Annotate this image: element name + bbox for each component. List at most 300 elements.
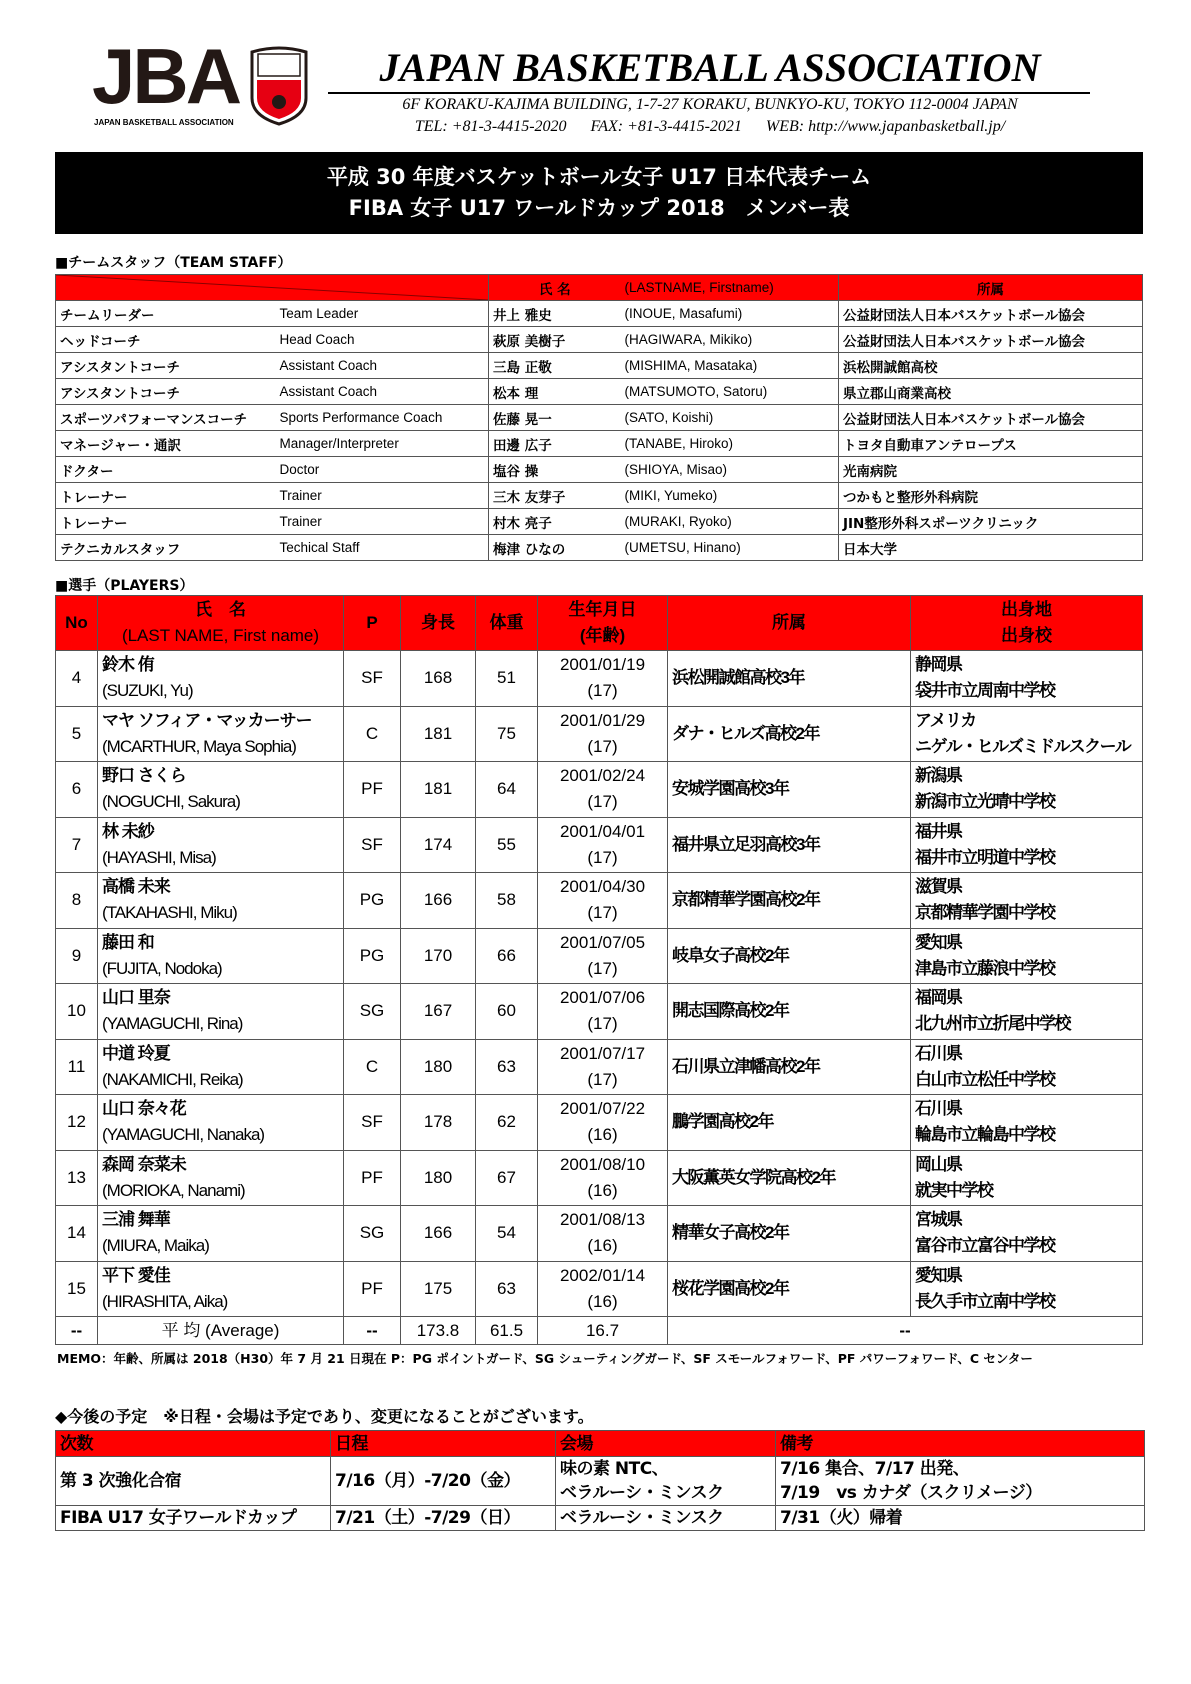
- player-school: ニゲル・ヒルズミドルスクール: [915, 736, 1131, 756]
- staff-heading: ■チームスタッフ（TEAM STAFF）: [55, 255, 292, 271]
- staff-row: [56, 457, 1143, 483]
- player-origin-cell: [911, 1150, 1143, 1206]
- player-origin-cell: [911, 873, 1143, 929]
- header-name-ja: 氏 名: [195, 600, 246, 619]
- player-dob-cell: [538, 873, 668, 929]
- player-dob-cell: [538, 1206, 668, 1262]
- player-name: 平下 愛佳: [102, 1265, 170, 1285]
- header-origin-school: 出身校: [1001, 626, 1052, 645]
- staff-role-ja: トレーナー: [56, 483, 276, 509]
- player-weight: 63: [476, 1039, 538, 1095]
- staff-affiliation: つかもと整形外科病院: [839, 483, 1143, 509]
- staff-affiliation: 公益財団法人日本バスケットボール協会: [839, 405, 1143, 431]
- venue-line: ベラルーシ・ミンスク: [560, 1508, 724, 1528]
- player-affiliation: 鵬学園高校2年: [668, 1095, 911, 1151]
- staff-affiliation: 浜松開誠館高校: [839, 353, 1143, 379]
- players-and-schedule: [55, 577, 1155, 1531]
- player-dob-cell: [538, 984, 668, 1040]
- player-row: [56, 873, 1143, 929]
- player-dob: 2001/07/05: [559, 932, 646, 952]
- header-position: P: [344, 596, 401, 651]
- player-affiliation: 開志国際高校2年: [668, 984, 911, 1040]
- player-name-cell: [98, 651, 344, 707]
- staff-affiliation: JIN整形外科スポーツクリニック: [839, 509, 1143, 535]
- player-origin-cell: [911, 984, 1143, 1040]
- header-affiliation: 所属: [668, 596, 911, 651]
- player-romaji: (NAKAMICHI, Reika): [102, 1069, 243, 1089]
- staff-row: [56, 483, 1143, 509]
- player-prefecture: 愛知県: [915, 932, 962, 952]
- staff-name: 松本 理: [489, 379, 621, 405]
- player-affiliation: 福井県立足羽高校3年: [668, 817, 911, 873]
- player-origin-cell: [911, 1206, 1143, 1262]
- player-romaji: (MIURA, Maika): [102, 1236, 209, 1256]
- player-row: [56, 1206, 1143, 1262]
- organization-name: JAPAN BASKETBALL ASSOCIATION: [379, 45, 1041, 90]
- player-prefecture: 滋賀県: [915, 877, 962, 897]
- player-name: 森岡 奈菜未: [102, 1154, 186, 1174]
- staff-role-en: Techical Staff: [276, 535, 489, 561]
- schedule-round: 第 3 次強化合宿: [56, 1457, 331, 1506]
- player-row: [56, 1261, 1143, 1317]
- player-weight: 55: [476, 817, 538, 873]
- staff-role-ja: スポーツパフォーマンスコーチ: [56, 405, 276, 431]
- player-romaji: (HIRASHITA, Aika): [102, 1291, 228, 1311]
- player-height: 174: [401, 817, 476, 873]
- players-header-row: [56, 596, 1143, 651]
- average-age: 16.7: [538, 1317, 668, 1345]
- player-name-cell: [98, 1095, 344, 1151]
- staff-row: [56, 535, 1143, 561]
- staff-romaji: (MURAKI, Ryoko): [621, 509, 839, 535]
- jba-logo: JBA: [92, 32, 240, 120]
- staff-romaji: (MATSUMOTO, Satoru): [621, 379, 839, 405]
- staff-row: [56, 509, 1143, 535]
- player-name: 山口 奈々花: [102, 1099, 186, 1119]
- player-number: 13: [56, 1150, 98, 1206]
- player-age: (17): [587, 1069, 618, 1089]
- player-name-cell: [98, 1039, 344, 1095]
- contact-info: [330, 117, 1090, 137]
- staff-affiliation: 公益財団法人日本バスケットボール協会: [839, 327, 1143, 353]
- title-line-2: FIBA 女子 U17 ワールドカップ 2018 メンバー表: [348, 196, 850, 220]
- player-origin-cell: [911, 817, 1143, 873]
- player-prefecture: 福井県: [915, 821, 962, 841]
- average-row: [56, 1317, 1143, 1345]
- player-name: 野口 さくら: [102, 766, 186, 786]
- player-number: 11: [56, 1039, 98, 1095]
- player-name: 林 未紗: [102, 821, 154, 841]
- staff-role-ja: チームリーダー: [56, 301, 276, 327]
- schedule-header-venue: 会場: [556, 1431, 776, 1457]
- player-school: 輪島市立輪島中学校: [915, 1125, 1055, 1145]
- player-school: 津島市立藤浪中学校: [915, 958, 1055, 978]
- player-romaji: (MCARTHUR, Maya Sophia): [102, 736, 296, 756]
- header-weight: 体重: [476, 596, 538, 651]
- staff-name: 村木 亮子: [489, 509, 621, 535]
- player-origin-cell: [911, 928, 1143, 984]
- average-weight: 61.5: [476, 1317, 538, 1345]
- header-dob: [538, 596, 668, 651]
- player-dob-cell: [538, 817, 668, 873]
- fax: FAX: +81-3-4415-2021: [590, 118, 742, 135]
- staff-role-ja: ドクター: [56, 457, 276, 483]
- player-row: [56, 706, 1143, 762]
- player-weight: 66: [476, 928, 538, 984]
- player-school: 袋井市立周南中学校: [915, 681, 1055, 701]
- staff-romaji: (TANABE, Hiroko): [621, 431, 839, 457]
- player-affiliation: 大阪薫英女学院高校2年: [668, 1150, 911, 1206]
- staff-row: [56, 327, 1143, 353]
- player-name: 高橋 未来: [102, 877, 170, 897]
- note-line: 7/31（火）帰着: [780, 1508, 903, 1528]
- player-prefecture: 新潟県: [915, 766, 962, 786]
- player-height: 167: [401, 984, 476, 1040]
- staff-role-en: Team Leader: [276, 301, 489, 327]
- player-affiliation: 京都精華学園高校2年: [668, 873, 911, 929]
- player-school: 福井市立明道中学校: [915, 847, 1055, 867]
- schedule-dates: 7/16（月）-7/20（金）: [331, 1457, 556, 1506]
- staff-name: 梅津 ひなの: [489, 535, 621, 561]
- player-row: [56, 1150, 1143, 1206]
- staff-role-en: Manager/Interpreter: [276, 431, 489, 457]
- player-position: SG: [344, 984, 401, 1040]
- player-affiliation: 岐阜女子高校2年: [668, 928, 911, 984]
- player-number: 6: [56, 762, 98, 818]
- player-dob: 2001/01/29: [559, 710, 646, 730]
- player-origin-cell: [911, 651, 1143, 707]
- player-number: 10: [56, 984, 98, 1040]
- player-affiliation: ダナ・ヒルズ高校2年: [668, 706, 911, 762]
- player-dob: 2001/07/17: [559, 1043, 646, 1063]
- staff-role-ja: ヘッドコーチ: [56, 327, 276, 353]
- venue-line: 味の素 NTC、: [560, 1459, 669, 1479]
- player-age: (17): [587, 847, 618, 867]
- schedule-header-dates: 日程: [331, 1431, 556, 1457]
- web-link[interactable]: WEB: http://www.japanbasketball.jp/: [765, 118, 1006, 135]
- staff-name: 三木 友芽子: [489, 483, 621, 509]
- player-position: PF: [344, 762, 401, 818]
- player-dob-cell: [538, 762, 668, 818]
- player-age: (16): [587, 1291, 618, 1311]
- staff-role-en: Trainer: [276, 483, 489, 509]
- jba-logo-subtitle: JAPAN BASKETBALL ASSOCIATION: [94, 118, 234, 127]
- schedule-header-row: [56, 1431, 1145, 1457]
- player-position: PG: [344, 873, 401, 929]
- player-school: 京都精華学園中学校: [915, 903, 1055, 923]
- player-romaji: (FUJITA, Nodoka): [102, 958, 222, 978]
- player-origin-cell: [911, 1261, 1143, 1317]
- player-row: [56, 984, 1143, 1040]
- player-height: 175: [401, 1261, 476, 1317]
- player-dob: 2001/08/13: [559, 1210, 646, 1230]
- average-no: --: [56, 1317, 98, 1345]
- player-row: [56, 651, 1143, 707]
- player-name-cell: [98, 1206, 344, 1262]
- player-number: 5: [56, 706, 98, 762]
- player-position: SF: [344, 651, 401, 707]
- player-dob: 2001/08/10: [559, 1154, 646, 1174]
- player-name-cell: [98, 817, 344, 873]
- title-banner: [55, 152, 1143, 234]
- staff-role-en: Assistant Coach: [276, 353, 489, 379]
- player-position: PF: [344, 1150, 401, 1206]
- player-prefecture: 石川県: [915, 1043, 962, 1063]
- player-position: SF: [344, 1095, 401, 1151]
- schedule-round: FIBA U17 女子ワールドカップ: [56, 1506, 331, 1531]
- average-pos: --: [344, 1317, 401, 1345]
- player-age: (17): [587, 681, 618, 701]
- player-number: 12: [56, 1095, 98, 1151]
- player-romaji: (YAMAGUCHI, Nanaka): [102, 1125, 265, 1145]
- header-name: [98, 596, 344, 651]
- staff-romaji: (MISHIMA, Masataka): [621, 353, 839, 379]
- player-weight: 63: [476, 1261, 538, 1317]
- player-school: 白山市立松任中学校: [915, 1069, 1055, 1089]
- staff-name: 萩原 美樹子: [489, 327, 621, 353]
- player-weight: 67: [476, 1150, 538, 1206]
- tel: TEL: +81-3-4415-2020: [414, 118, 567, 135]
- staff-affiliation: 公益財団法人日本バスケットボール協会: [839, 301, 1143, 327]
- schedule-notes: [776, 1506, 1145, 1531]
- staff-role-ja: マネージャー・通訳: [56, 431, 276, 457]
- player-name-cell: [98, 1261, 344, 1317]
- player-romaji: (TAKAHASHI, Miku): [102, 903, 237, 923]
- player-dob: 2001/04/30: [559, 877, 646, 897]
- player-age: (16): [587, 1125, 618, 1145]
- schedule-row: [56, 1457, 1145, 1506]
- player-school: 新潟市立光晴中学校: [915, 792, 1055, 812]
- player-dob-cell: [538, 651, 668, 707]
- players-table: [55, 595, 1143, 1345]
- staff-role-en: Sports Performance Coach: [276, 405, 489, 431]
- player-height: 180: [401, 1150, 476, 1206]
- staff-affiliation: 日本大学: [839, 535, 1143, 561]
- staff-row: [56, 431, 1143, 457]
- player-romaji: (HAYASHI, Misa): [102, 847, 216, 867]
- staff-row: [56, 301, 1143, 327]
- staff-name: 田邊 広子: [489, 431, 621, 457]
- staff-role-ja: アシスタントコーチ: [56, 379, 276, 405]
- note-line: 7/19 vs カナダ（スクリメージ）: [780, 1483, 1042, 1503]
- player-position: C: [344, 706, 401, 762]
- player-number: 15: [56, 1261, 98, 1317]
- staff-name: 佐藤 晃一: [489, 405, 621, 431]
- staff-name: 三島 正敬: [489, 353, 621, 379]
- staff-role-en: Head Coach: [276, 327, 489, 353]
- player-weight: 62: [476, 1095, 538, 1151]
- staff-romaji: (UMETSU, Hinano): [621, 535, 839, 561]
- player-weight: 51: [476, 651, 538, 707]
- player-age: (17): [587, 792, 618, 812]
- player-dob-cell: [538, 1095, 668, 1151]
- player-weight: 64: [476, 762, 538, 818]
- memo-note: MEMO：年齢、所属は 2018（H30）年 7 月 21 日現在 P：PG ポイントガード、SG シューティングガード、SF スモールフォワード、PF パワーフォワード、C センター: [57, 1351, 1033, 1366]
- player-dob-cell: [538, 1039, 668, 1095]
- player-school: 富谷市立富谷中学校: [915, 1236, 1055, 1256]
- header-rule: [328, 92, 1090, 94]
- header-dob-label: 生年月日: [568, 600, 637, 619]
- player-number: 4: [56, 651, 98, 707]
- player-name: マヤ ソフィア・マッカーサー: [102, 710, 312, 730]
- player-number: 7: [56, 817, 98, 873]
- header-age-label: (年齢): [579, 626, 626, 645]
- player-height: 168: [401, 651, 476, 707]
- player-name: 山口 里奈: [102, 988, 170, 1008]
- player-position: PF: [344, 1261, 401, 1317]
- staff-table: [55, 274, 1143, 561]
- player-origin-cell: [911, 1039, 1143, 1095]
- player-prefecture: 福岡県: [915, 988, 962, 1008]
- player-number: 14: [56, 1206, 98, 1262]
- player-dob: 2001/07/06: [559, 988, 646, 1008]
- schedule-table: [55, 1430, 1145, 1531]
- staff-name: 井上 雅史: [489, 301, 621, 327]
- player-affiliation: 精華女子高校2年: [668, 1206, 911, 1262]
- player-number: 8: [56, 873, 98, 929]
- average-rest: --: [668, 1317, 1143, 1345]
- staff-name: 塩谷 操: [489, 457, 621, 483]
- player-prefecture: 静岡県: [915, 655, 962, 675]
- player-name-cell: [98, 873, 344, 929]
- player-affiliation: 桜花学園高校2年: [668, 1261, 911, 1317]
- player-height: 170: [401, 928, 476, 984]
- staff-affiliation: トヨタ自動車アンテロープス: [839, 431, 1143, 457]
- player-age: (17): [587, 958, 618, 978]
- player-age: (17): [587, 736, 618, 756]
- player-school: 就実中学校: [915, 1180, 993, 1200]
- player-row: [56, 1039, 1143, 1095]
- header-name-en: (LAST NAME, First name): [121, 626, 320, 645]
- player-age: (17): [587, 903, 618, 923]
- player-prefecture: 岡山県: [915, 1154, 962, 1174]
- staff-header-affiliation: 所属: [839, 275, 1143, 301]
- player-prefecture: 愛知県: [915, 1265, 962, 1285]
- diagonal-line: [56, 275, 488, 300]
- staff-role-en: Assistant Coach: [276, 379, 489, 405]
- staff-role-ja: アシスタントコーチ: [56, 353, 276, 379]
- staff-row: [56, 405, 1143, 431]
- player-number: 9: [56, 928, 98, 984]
- player-name: 中道 玲夏: [102, 1043, 170, 1063]
- staff-romaji: (HAGIWARA, Mikiko): [621, 327, 839, 353]
- player-dob-cell: [538, 928, 668, 984]
- schedule-heading: ◆今後の予定 ※日程・会場は予定であり、変更になることがございます。: [55, 1407, 594, 1426]
- player-position: PG: [344, 928, 401, 984]
- staff-romaji: (INOUE, Masafumi): [621, 301, 839, 327]
- players-heading: ■選手（PLAYERS）: [55, 578, 194, 594]
- header-no: No: [56, 596, 98, 651]
- player-dob-cell: [538, 1261, 668, 1317]
- player-school: 北九州市立折尾中学校: [915, 1014, 1070, 1034]
- schedule-header-round: 次数: [56, 1431, 331, 1457]
- player-prefecture: アメリカ: [915, 710, 976, 730]
- player-row: [56, 817, 1143, 873]
- staff-affiliation: 光南病院: [839, 457, 1143, 483]
- header-origin-pref: 出身地: [1001, 600, 1052, 619]
- player-name-cell: [98, 762, 344, 818]
- player-name-cell: [98, 984, 344, 1040]
- player-height: 166: [401, 1206, 476, 1262]
- player-school: 長久手市立南中学校: [915, 1291, 1055, 1311]
- player-age: (16): [587, 1236, 618, 1256]
- header-height: 身長: [401, 596, 476, 651]
- player-row: [56, 1095, 1143, 1151]
- schedule-venue: [556, 1506, 776, 1531]
- address: 6F KORAKU-KAJIMA BUILDING, 1-7-27 KORAKU, BUNKYO-KU, TOKYO 112-0004 JAPAN: [402, 96, 1018, 113]
- player-position: SG: [344, 1206, 401, 1262]
- schedule-notes: [776, 1457, 1145, 1506]
- player-romaji: (SUZUKI, Yu): [102, 681, 193, 701]
- player-row: [56, 762, 1143, 818]
- player-height: 166: [401, 873, 476, 929]
- player-name: 三浦 舞華: [102, 1210, 170, 1230]
- player-prefecture: 宮城県: [915, 1210, 962, 1230]
- staff-row: [56, 353, 1143, 379]
- staff-romaji: (MIKI, Yumeko): [621, 483, 839, 509]
- player-position: C: [344, 1039, 401, 1095]
- player-name: 鈴木 侑: [102, 655, 154, 675]
- player-affiliation: 安城学園高校3年: [668, 762, 911, 818]
- staff-role-ja: テクニカルスタッフ: [56, 535, 276, 561]
- player-romaji: (MORIOKA, Nanami): [102, 1180, 245, 1200]
- staff-role-en: Doctor: [276, 457, 489, 483]
- player-origin-cell: [911, 1095, 1143, 1151]
- player-prefecture: 石川県: [915, 1099, 962, 1119]
- player-weight: 60: [476, 984, 538, 1040]
- staff-affiliation: 県立郡山商業高校: [839, 379, 1143, 405]
- player-dob: 2002/01/14: [559, 1265, 646, 1285]
- player-name-cell: [98, 706, 344, 762]
- header-origin: [911, 596, 1143, 651]
- player-age: (16): [587, 1180, 618, 1200]
- player-origin-cell: [911, 706, 1143, 762]
- player-dob: 2001/07/22: [559, 1099, 646, 1119]
- player-weight: 54: [476, 1206, 538, 1262]
- player-romaji: (YAMAGUCHI, Rina): [102, 1014, 243, 1034]
- player-origin-cell: [911, 762, 1143, 818]
- player-height: 181: [401, 706, 476, 762]
- player-weight: 75: [476, 706, 538, 762]
- player-name: 藤田 和: [102, 932, 154, 952]
- player-height: 180: [401, 1039, 476, 1095]
- note-line: 7/16 集合、7/17 出発、: [780, 1459, 970, 1479]
- staff-role-en: Trainer: [276, 509, 489, 535]
- schedule-dates: 7/21（土）-7/29（日）: [331, 1506, 556, 1531]
- player-height: 181: [401, 762, 476, 818]
- player-name-cell: [98, 1150, 344, 1206]
- player-weight: 58: [476, 873, 538, 929]
- player-dob: 2001/01/19: [559, 655, 646, 675]
- player-romaji: (NOGUCHI, Sakura): [102, 792, 240, 812]
- player-row: [56, 928, 1143, 984]
- player-dob-cell: [538, 1150, 668, 1206]
- average-label: 平 均 (Average): [98, 1317, 344, 1345]
- player-dob: 2001/02/24: [559, 766, 646, 786]
- player-dob: 2001/04/01: [559, 821, 646, 841]
- staff-header-romaji: (LASTNAME, Firstname): [621, 275, 839, 301]
- schedule-venue: [556, 1457, 776, 1506]
- player-affiliation: 浜松開誠館高校3年: [668, 651, 911, 707]
- player-name-cell: [98, 928, 344, 984]
- player-position: SF: [344, 817, 401, 873]
- staff-romaji: (SHIOYA, Misao): [621, 457, 839, 483]
- schedule-header-notes: 備考: [776, 1431, 1145, 1457]
- title-line-1: 平成 30 年度バスケットボール女子 U17 日本代表チーム: [326, 165, 872, 189]
- staff-row: [56, 379, 1143, 405]
- player-affiliation: 石川県立津幡高校2年: [668, 1039, 911, 1095]
- average-height: 173.8: [401, 1317, 476, 1345]
